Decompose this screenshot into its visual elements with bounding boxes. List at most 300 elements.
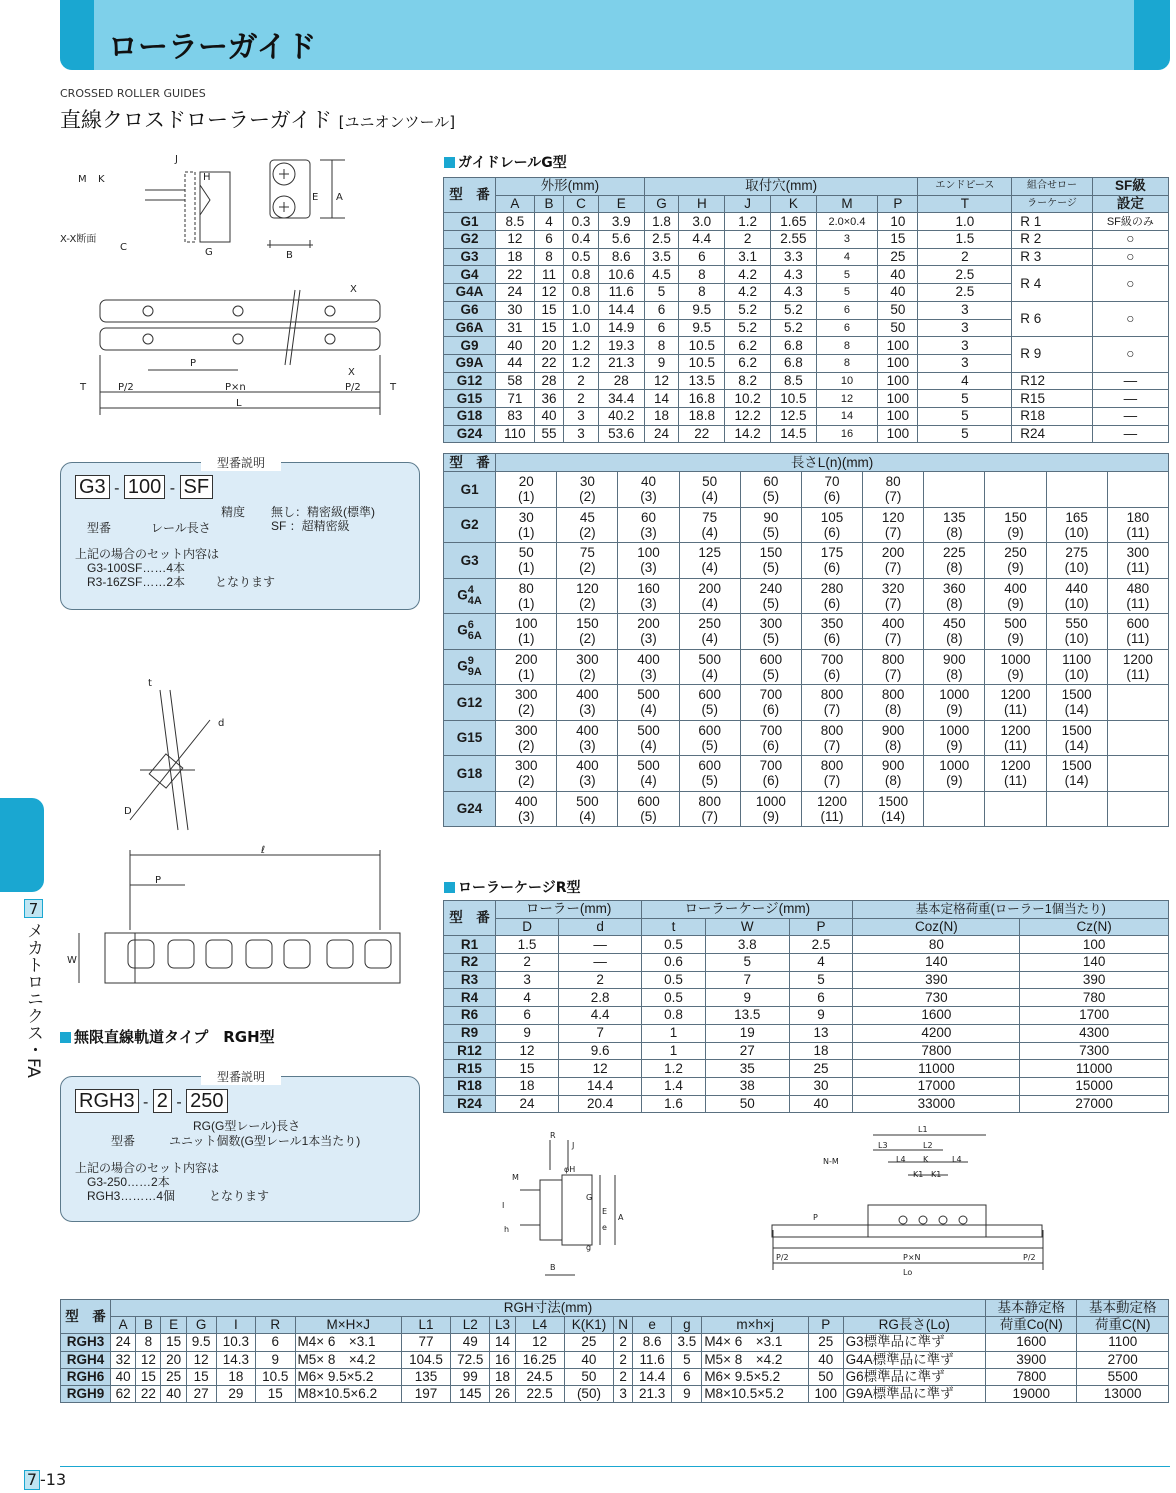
lt-length-cell (985, 472, 1046, 508)
ht-model-cell: RGH4 (61, 1351, 111, 1368)
r-cage-table (443, 900, 1169, 1113)
ht-value-cell: 24 (111, 1334, 136, 1351)
ht-value-cell: M5× 8 ×4.2 (295, 1351, 402, 1368)
lt-length-count: (9) (762, 808, 780, 824)
dim-h: H (203, 172, 211, 183)
gt-value-cell: 0.3 (564, 213, 599, 231)
lt-length-value: 60 (763, 474, 779, 490)
lt-length-cell (863, 720, 924, 756)
lt-length-value: 600 (698, 758, 721, 774)
lt-length-count: (9) (1007, 560, 1024, 576)
lt-length-cell (618, 756, 679, 792)
rt-value-cell: 4200 (853, 1024, 1020, 1042)
lt-model-cell (444, 614, 496, 650)
rt-value-cell: 6 (496, 1007, 559, 1025)
rt-col-header: D (496, 918, 559, 936)
lt-length-cell (618, 791, 679, 827)
lt-length-count: (7) (884, 560, 902, 576)
gt-sf-cell: ○ (1092, 248, 1168, 266)
gt-value-cell: 1.5 (918, 231, 1012, 249)
lt-length-count: (6) (823, 631, 841, 647)
ht-dyn-header2: 荷重C(N) (1077, 1317, 1169, 1334)
lt-length-cell (740, 720, 801, 756)
lt-model-g: G (457, 587, 468, 603)
gt-value-cell: 3.3 (770, 248, 816, 266)
lt-length-cell (985, 614, 1046, 650)
dim-d-small: d (218, 718, 225, 729)
lt-length-value: 160 (637, 580, 660, 596)
ht-value-cell: 12 (186, 1351, 216, 1368)
lt-length-value: 1200 (1122, 651, 1153, 667)
lt-length-cell (1107, 578, 1168, 614)
lt-length-value: 1500 (1061, 758, 1092, 774)
gt-value-cell: 18 (644, 407, 679, 425)
lt-length-value: 30 (579, 474, 595, 490)
lt-model-g: G (457, 658, 468, 674)
lt-length-count: (8) (884, 773, 902, 789)
lt-length-count: (8) (946, 666, 963, 682)
gt-row (444, 213, 1169, 231)
lt-length-count: (2) (579, 489, 596, 505)
lt-length-count: (5) (762, 489, 780, 505)
page-number: 7 -13 (24, 1470, 66, 1490)
lt-length-cell (679, 578, 740, 614)
lt-length-count: (1) (517, 631, 535, 647)
lt-length-value: 300 (576, 651, 599, 667)
gt-value-cell: 3 (564, 407, 599, 425)
gt-value-cell: 5.2 (770, 301, 816, 319)
rt-value-cell: 27000 (1020, 1095, 1169, 1113)
gt-value-cell: 5 (816, 284, 877, 302)
ht-value-cell: 72.5 (451, 1351, 490, 1368)
gt-cage-cell: R18 (1012, 407, 1092, 425)
lt-length-cell (740, 543, 801, 579)
lt-length-cell (985, 507, 1046, 543)
ht-value-cell: 8.6 (632, 1334, 671, 1351)
lt-row (444, 578, 1169, 614)
ht-value-cell: 15 (256, 1385, 295, 1402)
lt-length-count: (11) (1126, 666, 1150, 682)
lt-length-cell (985, 791, 1046, 827)
set-cage: R3-16ZSF……2本 (87, 575, 186, 589)
lt-length-cell (740, 614, 801, 650)
gt-model-cell: G4 (444, 266, 496, 284)
dim-g: G (205, 247, 213, 258)
lt-length-value: 700 (820, 651, 844, 667)
lt-length-value: 1000 (939, 687, 970, 703)
lt-length-count: (2) (517, 773, 535, 789)
lt-length-count: (7) (823, 737, 841, 753)
lt-length-value: 240 (759, 580, 783, 596)
lt-length-count: (4) (640, 773, 657, 789)
ht-model-cell: RGH3 (61, 1334, 111, 1351)
lt-model-sub (468, 620, 482, 642)
lt-length-value: 100 (514, 616, 538, 632)
gt-value-cell: 2.5 (918, 284, 1012, 302)
gt-value-cell: 36 (534, 390, 563, 408)
rgh-table (60, 1299, 1169, 1403)
set-note: 上記の場合のセット内容は (75, 547, 220, 561)
lt-length-cell (801, 472, 862, 508)
ht-value-cell: 25 (564, 1334, 614, 1351)
gt-value-cell: 4.3 (770, 284, 816, 302)
lt-length-count: (11) (1003, 702, 1027, 718)
rt-value-cell: 5 (789, 971, 853, 989)
ht-value-cell: G9A標準品に準ず (843, 1385, 985, 1402)
lt-length-cell (1107, 791, 1168, 827)
lt-length-value: 400 (881, 616, 905, 632)
rail-cross-section-drawing (60, 150, 360, 260)
ht-value-cell: 3900 (986, 1351, 1077, 1368)
dim-t-roller: t (148, 678, 152, 689)
lt-row (444, 685, 1169, 721)
rt-roller-header: ローラー(mm) (496, 901, 642, 919)
lt-row (444, 720, 1169, 756)
lt-length-cell (863, 507, 924, 543)
lt-length-value: 200 (698, 580, 721, 596)
gt-model-cell: G6A (444, 319, 496, 337)
rt-value-cell: 13.5 (705, 1007, 789, 1025)
ht-value-cell: 24.5 (515, 1368, 564, 1385)
ht-value-cell: 9 (256, 1351, 295, 1368)
gt-value-cell: 2.55 (770, 231, 816, 249)
lt-length-cell (1046, 685, 1107, 721)
dim-p-half-rgh-left: P/2 (776, 1253, 789, 1262)
lt-length-value: 700 (759, 687, 783, 703)
rt-value-cell: 3.8 (705, 936, 789, 954)
lt-model-sub (468, 656, 482, 678)
rt-value-cell: 4300 (1020, 1024, 1169, 1042)
lt-length-value: 150 (759, 545, 783, 561)
lt-length-value: 75 (702, 509, 718, 525)
ht-value-cell: 20 (161, 1351, 186, 1368)
gt-cage-header: 組合せロー (1012, 178, 1092, 196)
lt-length-cell (496, 578, 557, 614)
lt-length-value: 80 (885, 474, 901, 490)
lt-length-value: 30 (518, 509, 534, 525)
footer-line (60, 1466, 1170, 1467)
lt-length-value: 1000 (755, 793, 786, 809)
lt-length-cell (618, 507, 679, 543)
dim-w: W (67, 955, 77, 966)
lt-length-value: 360 (943, 580, 966, 596)
ht-value-cell: 10.3 (216, 1334, 255, 1351)
lt-length-cell (985, 649, 1046, 685)
lt-row (444, 543, 1169, 579)
rt-value-cell: 14.4 (559, 1077, 642, 1095)
lt-length-count: (1) (517, 524, 535, 540)
gt-value-cell: 1.0 (564, 319, 599, 337)
rgh-section-drawing (490, 1130, 640, 1280)
ht-col-header: L3 (490, 1317, 515, 1334)
rt-row (444, 989, 1169, 1007)
gt-value-cell: 4.4 (679, 231, 725, 249)
ht-value-cell: 19000 (986, 1385, 1077, 1402)
lt-length-cell (1046, 649, 1107, 685)
lt-length-cell (863, 649, 924, 685)
lt-length-cell (618, 614, 679, 650)
gt-cage-cell: R 1 (1012, 213, 1092, 231)
lt-model-header: 型 番 (444, 454, 496, 472)
lt-length-count: (4) (640, 737, 657, 753)
lt-length-count: (9) (1007, 631, 1024, 647)
ht-value-cell: G6標準品に準ず (843, 1368, 985, 1385)
rt-value-cell: 17000 (853, 1077, 1020, 1095)
gt-model-cell: G9 (444, 337, 496, 355)
rgh-code-units: 2 (153, 1089, 172, 1113)
rt-value-cell: 2.5 (789, 936, 853, 954)
lt-length-cell (1046, 543, 1107, 579)
gt-value-cell: 3 (918, 301, 1012, 319)
gt-col-a: A (496, 195, 535, 213)
rgh-set-note: 上記の場合のセット内容は (75, 1161, 220, 1175)
ht-value-cell: 14.3 (216, 1351, 255, 1368)
gt-outer-header: 外形(mm) (496, 178, 645, 196)
lt-length-count: (5) (701, 737, 718, 753)
lt-length-cell (740, 507, 801, 543)
rt-value-cell: 390 (853, 971, 1020, 989)
rt-value-cell: 35 (705, 1060, 789, 1078)
gt-value-cell: 0.5 (564, 248, 599, 266)
dim-t-right: T (390, 382, 397, 393)
rt-row (444, 954, 1169, 972)
rgh-model-code: RGH3 - 2 - 250 (75, 1089, 228, 1113)
lt-length-value: 300 (759, 616, 783, 632)
dim-n-m: N-M (823, 1157, 839, 1166)
lt-length-cell (679, 720, 740, 756)
gt-cage-cell: R15 (1012, 390, 1092, 408)
ht-value-cell: 2 (614, 1351, 633, 1368)
ht-col-header: L2 (451, 1317, 490, 1334)
gt-value-cell: 3 (918, 354, 1012, 372)
lt-length-cell (801, 720, 862, 756)
lt-length-cell (557, 472, 618, 508)
rt-col-header: Cz(N) (1020, 918, 1169, 936)
lt-length-value: 45 (579, 509, 595, 525)
gt-sf-cell: — (1092, 372, 1168, 390)
lt-model-cell: G1 (444, 472, 496, 508)
lt-length-cell (496, 472, 557, 508)
rt-value-cell: 18 (496, 1077, 559, 1095)
ht-value-cell: 12 (136, 1351, 161, 1368)
ht-value-cell: 1600 (986, 1334, 1077, 1351)
rt-value-cell: 730 (853, 989, 1020, 1007)
ht-value-cell: 145 (451, 1385, 490, 1402)
rg-length-label: RG(G型レール)長さ (193, 1119, 301, 1133)
lt-length-count: (3) (640, 595, 657, 611)
gt-value-cell: 0.8 (564, 266, 599, 284)
lt-length-cell (496, 543, 557, 579)
lt-length-count: (7) (884, 524, 902, 540)
ht-value-cell: 18 (216, 1368, 255, 1385)
lt-model-cell: G18 (444, 756, 496, 792)
lt-length-count: (3) (579, 773, 596, 789)
gt-value-cell: 50 (878, 301, 918, 319)
dim-j-rgh: J (572, 1141, 575, 1150)
rt-col-header: d (559, 918, 642, 936)
lt-model-subscript: 4A (467, 594, 482, 607)
lt-length-value: 440 (1065, 580, 1088, 596)
lt-length-count: (2) (517, 737, 535, 753)
rt-value-cell: 2 (559, 971, 642, 989)
gt-value-cell: 71 (496, 390, 535, 408)
lt-length-value: 275 (1065, 545, 1088, 561)
gt-value-cell: 6 (644, 301, 679, 319)
lt-length-value: 800 (820, 758, 844, 774)
rt-value-cell: 1600 (853, 1007, 1020, 1025)
gt-value-cell: 18.8 (679, 407, 725, 425)
lt-length-value: 150 (1004, 509, 1027, 525)
lt-length-value: 120 (576, 580, 599, 596)
lt-length-value: 135 (943, 509, 966, 525)
rt-value-cell: 40 (789, 1095, 853, 1113)
lt-model-sup: 4 (467, 583, 474, 596)
lt-length-value: 900 (943, 651, 966, 667)
ht-value-cell: 77 (402, 1334, 451, 1351)
ht-value-cell: 40 (161, 1385, 186, 1402)
gt-value-cell: 100 (878, 337, 918, 355)
gt-sf-cell: ○ (1092, 266, 1168, 301)
ht-col-header: G (186, 1317, 216, 1334)
dim-e-rgh: E (602, 1207, 608, 1216)
rt-row (444, 1060, 1169, 1078)
lt-length-value: 400 (576, 687, 599, 703)
lt-length-value: 400 (576, 722, 599, 738)
dim-p: P (190, 358, 197, 369)
ht-value-cell: M8×10.5×5.2 (702, 1385, 809, 1402)
lt-length-count: (11) (1003, 737, 1027, 753)
lt-row (444, 649, 1169, 685)
gt-value-cell: 10 (816, 372, 877, 390)
ht-col-header: E (161, 1317, 186, 1334)
lt-length-cell (679, 791, 740, 827)
gt-value-cell: 25 (878, 248, 918, 266)
rgh-code-length: 250 (186, 1089, 227, 1113)
ht-value-cell: 13000 (1077, 1385, 1169, 1402)
lt-length-cell (985, 720, 1046, 756)
rt-value-cell: 0.6 (642, 954, 706, 972)
lt-length-count: (10) (1064, 560, 1089, 576)
dim-l: L (236, 398, 242, 409)
set-rail: G3-100SF……4本 (87, 561, 186, 575)
lt-length-cell (496, 649, 557, 685)
rt-value-cell: 18 (789, 1042, 853, 1060)
lt-length-value: 300 (514, 722, 538, 738)
ht-col-header: M×H×J (295, 1317, 402, 1334)
lt-length-cell (740, 791, 801, 827)
lt-length-cell (557, 649, 618, 685)
ht-row (61, 1368, 1169, 1385)
lt-length-cell (863, 614, 924, 650)
lt-length-cell (1046, 720, 1107, 756)
lt-length-value: 70 (824, 474, 840, 490)
gt-value-cell: 9.5 (679, 319, 725, 337)
gt-model-cell: G24 (444, 425, 496, 443)
lt-length-value: 480 (1126, 580, 1150, 596)
gt-value-cell: 4.3 (770, 266, 816, 284)
gt-value-cell: 16 (816, 425, 877, 443)
lt-length-value: 800 (881, 651, 905, 667)
lt-length-cell (679, 649, 740, 685)
gt-value-cell: 5.2 (725, 319, 771, 337)
dim-b: B (286, 250, 293, 260)
lt-length-value: 1500 (1061, 687, 1092, 703)
code-length: 100 (124, 475, 165, 499)
lt-length-count: (7) (884, 666, 902, 682)
lt-length-cell (679, 543, 740, 579)
gt-value-cell: 12 (496, 231, 535, 249)
lt-length-count: (7) (884, 489, 902, 505)
lt-length-count: (5) (762, 524, 780, 540)
gt-value-cell: 14 (644, 390, 679, 408)
gt-row (444, 372, 1169, 390)
rt-value-cell: 1.6 (642, 1095, 706, 1113)
japanese-title: 直線クロスドローラーガイド [ユニオンツール] (60, 108, 456, 132)
lt-length-value: 1500 (878, 793, 909, 809)
lt-length-cell (1046, 472, 1107, 508)
rt-load-header: 基本定格荷重(ローラー1個当たり) (853, 901, 1169, 919)
lt-length-count: (5) (762, 595, 780, 611)
ht-value-cell: (50) (564, 1385, 614, 1402)
gt-value-cell: 15 (878, 231, 918, 249)
dim-p-cage: P (155, 875, 162, 886)
rt-value-cell: 38 (705, 1077, 789, 1095)
gt-value-cell: 8 (534, 248, 563, 266)
lt-model-cell: G2 (444, 507, 496, 543)
rt-row (444, 1024, 1169, 1042)
gt-cage-cell: R12 (1012, 372, 1092, 390)
lt-length-cell (801, 578, 862, 614)
ht-value-cell: 49 (451, 1334, 490, 1351)
gt-value-cell: 100 (878, 407, 918, 425)
ht-value-cell: 2 (614, 1334, 633, 1351)
rt-col-header: P (789, 918, 853, 936)
lt-length-cell (618, 720, 679, 756)
lt-length-count: (9) (946, 773, 963, 789)
rt-model-header: 型 番 (444, 901, 496, 936)
ht-value-cell: 16.25 (515, 1351, 564, 1368)
lt-length-value: 60 (641, 509, 657, 525)
rt-value-cell: 25 (789, 1060, 853, 1078)
rt-row (444, 936, 1169, 954)
lt-model-cell: G24 (444, 791, 496, 827)
lt-length-value: 500 (637, 758, 660, 774)
chapter-title: メカトロニクス・FA (23, 922, 43, 1078)
gt-col-k: K (770, 195, 816, 213)
gt-value-cell: 100 (878, 390, 918, 408)
lt-model-subscript: 9A (467, 665, 482, 678)
gt-value-cell: 9.5 (679, 301, 725, 319)
dim-m: M (78, 174, 87, 185)
gt-value-cell: 10.2 (725, 390, 771, 408)
rt-model-cell: R3 (444, 971, 496, 989)
gt-sf-cell: ○ (1092, 231, 1168, 249)
gt-value-cell: 10.5 (770, 390, 816, 408)
ht-col-header: K(K1) (564, 1317, 614, 1334)
ht-value-cell: M4× 6 ×3.1 (295, 1334, 402, 1351)
gt-value-cell: 5 (918, 407, 1012, 425)
rt-value-cell: 1.4 (642, 1077, 706, 1095)
ht-value-cell: 99 (451, 1368, 490, 1385)
lt-length-count: (4) (701, 631, 718, 647)
rt-value-cell: 19 (705, 1024, 789, 1042)
ht-value-cell: 10.5 (256, 1368, 295, 1385)
lt-length-count: (1) (517, 560, 535, 576)
gt-col-p: P (878, 195, 918, 213)
ht-value-cell: 2 (614, 1368, 633, 1385)
dim-k: K (98, 174, 105, 185)
lt-length-value: 105 (820, 509, 844, 525)
